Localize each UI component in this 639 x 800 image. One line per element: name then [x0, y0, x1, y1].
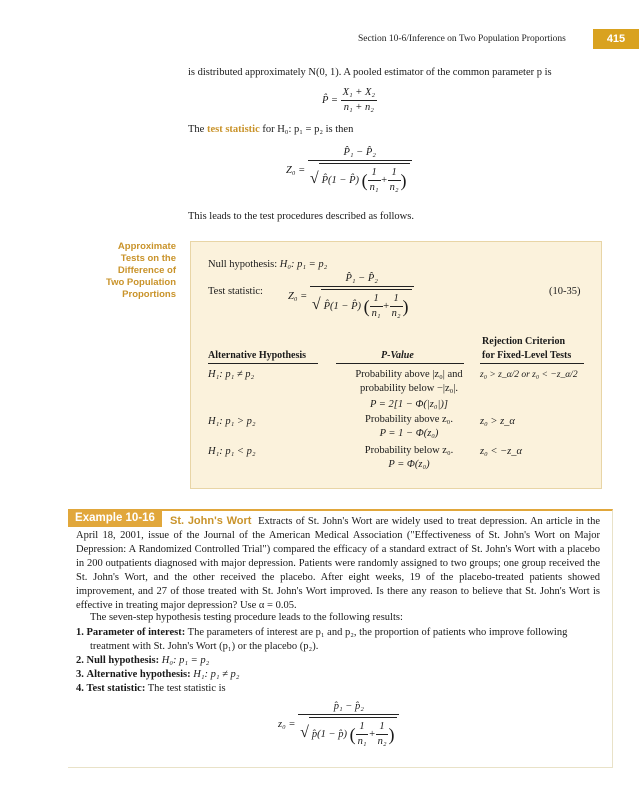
- step-item: [76, 654, 600, 668]
- step-text: H₀: p₁ = p₂: [161, 655, 210, 666]
- step-head: Test statistic:: [86, 683, 146, 694]
- step-num: 4.: [76, 683, 84, 694]
- summary-z0-lhs: Z₀ =: [288, 290, 308, 302]
- p-formula: P = 1 − Φ(z₀): [379, 428, 439, 439]
- step-text: The parameters of interest are p₁ and p₂, the proportion of patients who improve following treatment with St. John's Wort (p₁) or the placebo (p₂).: [90, 627, 568, 652]
- leads-text: This leads to the test procedures described as follows.: [188, 211, 414, 222]
- z0-numerator: P̂₁ − P̂₂: [343, 147, 376, 158]
- step-head: Parameter of interest:: [86, 627, 186, 638]
- p-formula: P = 2[1 − Φ(|z₀|)]: [369, 399, 449, 410]
- one-e: 1: [359, 721, 365, 732]
- step-head: Alternative hypothesis:: [86, 669, 191, 680]
- null-hypothesis-row: [208, 258, 327, 272]
- col-header-alternative: Alternative Hypothesis: [208, 350, 307, 361]
- n1-b: n₁: [371, 308, 381, 319]
- rule-rej: [480, 363, 584, 364]
- example-z0-lhs: z₀ =: [278, 718, 296, 730]
- p-formula: P = Φ(z₀): [388, 459, 430, 470]
- example-text: Extracts of St. John's Wort are widely used to treat depression. An article in the April 18, 2001, issue of the Journal of the American Medical Association ("Effectiveness of St. John's Wort on Major Depression: A Randomized Controlled Trial") compared the efficacy of a standard extract of St. John's Wort with a placebo in 200 outpatients diagnosed with major depression. Patients were randomly assigned to two groups; one group received the St. John's Wort, and the other received the placebo. After eight weeks, 19 of the placebo-treated patients showed improvement, and 27 of those treated with St. John's Wort improved. Is there any reason to believe that St. John's Wort is effective in treating major depression? Use α = 0.05.: [76, 516, 601, 611]
- table-row-rej: z₀ > z_α/2 or z₀ < −z_α/2: [480, 370, 578, 380]
- p-line: Probability above |z₀| and: [355, 369, 463, 380]
- p-line: Probability above z₀.: [365, 414, 453, 425]
- n2-b: n₂: [391, 308, 401, 319]
- step-num: 1.: [76, 627, 84, 638]
- table-row-alt: H₁: p₁ > p₂: [208, 416, 256, 427]
- table-row-rej: z₀ > z_α: [480, 416, 515, 427]
- example-label: Example 10-16: [68, 509, 162, 527]
- side-label-line: Proportions: [122, 289, 176, 300]
- z0-lhs: Z₀ =: [286, 164, 306, 176]
- pooled-estimator-formula: [322, 86, 377, 115]
- step-num: 3.: [76, 669, 84, 680]
- intro-line: is distributed approximately N(0, 1). A pooled estimator of the common parameter p is: [188, 67, 552, 78]
- table-row-p: [344, 444, 474, 472]
- plus-c: +: [368, 728, 376, 740]
- step-text: H₁: p₁ ≠ p₂: [193, 669, 240, 680]
- test-statistic-intro: [188, 123, 353, 137]
- n2-a: n₂: [389, 182, 399, 193]
- running-header: Section 10-6/Inference on Two Population Proportions: [358, 34, 566, 44]
- plus-a: +: [380, 174, 388, 186]
- p-line: Probability below z₀.: [364, 445, 454, 456]
- n1-c: n₁: [357, 736, 367, 747]
- equation-number: (10-35): [549, 286, 581, 297]
- rule-p: [336, 363, 464, 364]
- n1-a: n₁: [369, 182, 379, 193]
- step-item: [76, 682, 600, 696]
- step-num: 2.: [76, 655, 84, 666]
- example-z0-numerator: p̂₁ − p̂₂: [333, 701, 364, 712]
- step-head: Null hypothesis:: [86, 655, 160, 666]
- example-procedure-intro: The seven-step hypothesis testing procedure leads to the following results:: [90, 612, 403, 623]
- example-title: St. John's Wort: [170, 515, 252, 527]
- one-d: 1: [393, 293, 399, 304]
- step-item: [76, 668, 600, 682]
- stat-pre-text: The: [188, 124, 207, 135]
- p-line: probability below −|z₀|.: [359, 383, 459, 394]
- summary-sqrt-p: P̂(1 − P̂): [323, 300, 362, 312]
- stat-post-text: for H₀: p₁ = p₂ is then: [259, 124, 354, 135]
- side-label: [100, 241, 176, 301]
- table-row-p: [344, 413, 474, 441]
- col-header-pvalue: P-Value: [381, 350, 414, 361]
- side-label-line: Two Population: [105, 277, 176, 288]
- table-row-p: [344, 368, 474, 412]
- plus-b: +: [382, 300, 390, 312]
- null-label: Null hypothesis:: [208, 259, 278, 270]
- example-z0-formula: z₀ = p̂₁ − p̂₂ √ p̂(1 − p̂) ( $\frac{1}{\text{n₁}}$ + $\frac{1}{\text{n₂}}$ ): [278, 700, 399, 749]
- side-label-line: Approximate: [117, 241, 176, 252]
- step-item: [76, 626, 600, 654]
- side-label-line: Difference of: [117, 265, 176, 276]
- pooled-denominator: n₁ + n₂: [341, 100, 377, 115]
- side-label-line: Tests on the: [120, 253, 176, 264]
- col-header-rejection-2: for Fixed-Level Tests: [482, 350, 572, 361]
- z0-sqrt-p: P̂(1 − P̂): [321, 174, 360, 186]
- test-statistic-term: test statistic: [206, 124, 260, 135]
- summary-z0-numerator: P̂₁ − P̂₂: [345, 273, 378, 284]
- test-statistic-label: Test statistic:: [208, 286, 263, 297]
- pooled-lhs: P̂ =: [322, 94, 338, 106]
- page-number: 415: [593, 29, 639, 49]
- null-value: H₀: p₁ = p₂: [279, 259, 328, 270]
- step-list: [76, 626, 600, 696]
- one-f: 1: [379, 721, 385, 732]
- col-header-rejection-1: Rejection Criterion: [482, 336, 566, 347]
- step-text: The test statistic is: [147, 683, 226, 694]
- pooled-numerator: X₁ + X₂: [342, 87, 376, 98]
- z0-formula: Z₀ = P̂₁ − P̂₂ √ P̂(1 − P̂) ( $\frac{1}{\text{n₁}}$ + $\frac{1}{\text{n₂}}$ ): [286, 146, 412, 195]
- summary-z0-formula: Z₀ = P̂₁ − P̂₂ √ P̂(1 − P̂) ( $\frac{1}{\text{n₁}}$ + $\frac{1}{\text{n₂}}$ ): [288, 272, 414, 321]
- table-row-rej: z₀ < −z_α: [480, 446, 523, 457]
- table-row-alt: H₁: p₁ ≠ p₂: [208, 369, 255, 380]
- rule-alt: [208, 363, 318, 364]
- example-paragraph: [76, 514, 600, 613]
- one-a: 1: [371, 167, 377, 178]
- one-b: 1: [391, 167, 397, 178]
- one-c: 1: [373, 293, 379, 304]
- table-row-alt: H₁: p₁ < p₂: [208, 446, 256, 457]
- n2-c: n₂: [377, 736, 387, 747]
- example-sqrt-p: p̂(1 − p̂): [311, 728, 347, 740]
